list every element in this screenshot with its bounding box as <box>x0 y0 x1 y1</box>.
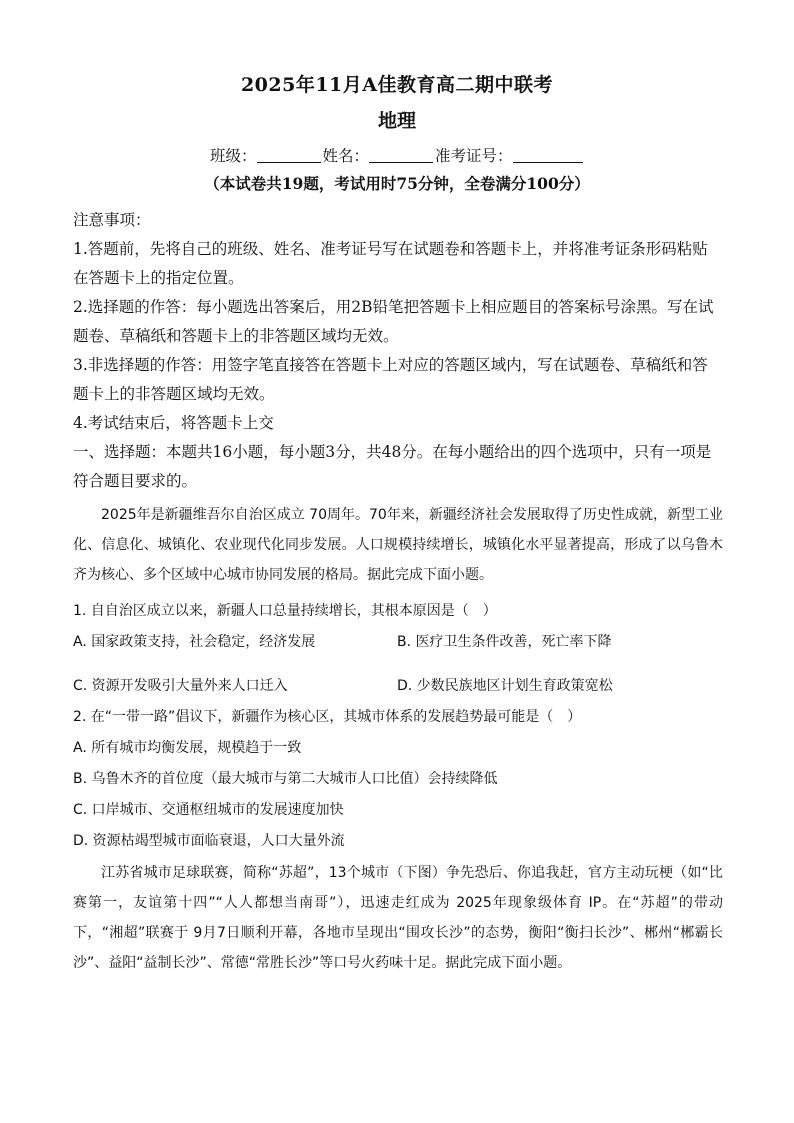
question-1-stem: 1. 自自治区成立以来，新疆人口总量持续增长，其根本原因是（ ） <box>73 603 497 619</box>
notes-title: 注意事项： <box>73 211 151 229</box>
note-item: 2.选择题的作答：每小题选出答案后，用2B铅笔把答题卡上相应题目的答案标号涂黑。写在试题卷、草稿纸和答题卡上的非答题区域均无效。 <box>73 298 714 345</box>
q2-option-b: B. 乌鲁木齐的首位度（最大城市与第二大城市人口比值）会持续降低 <box>73 771 498 787</box>
name-blank[interactable] <box>369 148 433 163</box>
q2-option-a: A. 所有城市均衡发展，规模趋于一致 <box>73 740 302 756</box>
q1-option-c: C. 资源开发吸引大量外来人口迁入 <box>73 678 288 694</box>
passage-football-league: 江苏省城市足球联赛，简称“苏超”，13个城市（下图）争先恐后、你追我赶，官方主动玩梗（如“比赛第一，友谊第十四”“人人都想当南哥”），迅速走红成为 2025年现象级体育 IP。在“苏超”的带动下，“湘超”联赛于 9月7日顺利开幕，各地市呈现出“围攻长沙”的态势，衡阳“衡扫长沙”、郴州“郴霸长沙”、益阳“益制长沙”、常德“常胜长沙”等口号火药味十足。据此完成下面小题。 <box>73 865 723 971</box>
class-blank[interactable] <box>257 148 321 163</box>
q1-option-a: A. 国家政策支持，社会稳定，经济发展 <box>73 634 316 650</box>
question-2-stem: 2. 在“一带一路”倡议下，新疆作为核心区，其城市体系的发展趋势最可能是（ ） <box>73 709 582 725</box>
note-item: 1.答题前，先将自己的班级、姓名、准考证号写在试题卷和答题卡上，并将准考证条形码粘贴在答题卡上的指定位置。 <box>73 240 708 287</box>
class-label: 班级： <box>210 147 257 165</box>
exam-title: 2025年11月A佳教育高二期中联考 <box>240 74 554 96</box>
subject-title: 地理 <box>377 110 416 132</box>
id-blank[interactable] <box>513 148 583 163</box>
q2-option-d: D. 资源枯竭型城市面临衰退，人口大量外流 <box>73 833 345 849</box>
id-label: 准考证号： <box>435 147 513 165</box>
q2-option-c: C. 口岸城市、交通枢纽城市的发展速度加快 <box>73 802 344 818</box>
section-heading: 一、选择题：本题共16小题，每小题3分，共48分。在每小题给出的四个选项中，只有一项是符合题目要求的。 <box>73 443 712 490</box>
name-label: 姓名： <box>322 147 370 165</box>
note-item: 4.考试结束后，将答题卡上交 <box>73 414 274 432</box>
note-item: 3.非选择题的作答：用签字笔直接答在答题卡上对应的答题区域内，写在试题卷、草稿纸和答题卡上的非答题区域均无效。 <box>73 356 708 403</box>
student-info-fields <box>210 144 585 166</box>
exam-info: （本试卷共19题，考试用时75分钟，全卷满分100分） <box>204 174 590 193</box>
passage-xinjiang: 2025年是新疆维吾尔自治区成立 70周年。70年来，新疆经济社会发展取得了历史性成就，新型工业化、信息化、城镇化、农业现代化同步发展。人口规模持续增长，城镇化水平显著提高，形成了以乌鲁木齐为核心、多个区域中心城市协同发展的格局。据此完成下面小题。 <box>73 507 723 583</box>
q1-option-d: D. 少数民族地区计划生育政策宽松 <box>397 678 613 694</box>
q1-option-b: B. 医疗卫生条件改善，死亡率下降 <box>397 634 612 650</box>
